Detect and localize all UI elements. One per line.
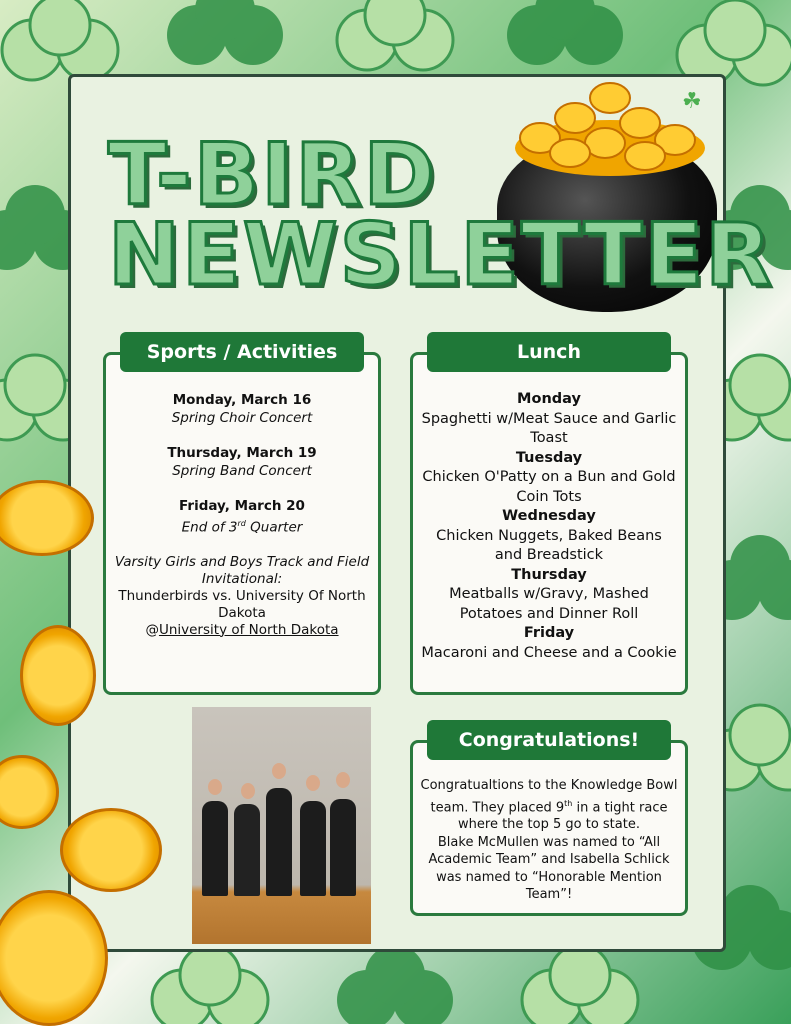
lunch-menu: Chicken Nuggets, Baked Beans and Breadstick xyxy=(436,527,662,563)
sports-header: Sports / Activities xyxy=(120,332,364,372)
event-date: Monday, March 16 xyxy=(172,392,312,408)
event-desc: End of 3rd Quarter xyxy=(181,519,303,536)
lunch-day: Wednesday xyxy=(502,508,596,524)
lunch-box xyxy=(410,352,688,695)
lunch-menu: Spaghetti w/Meat Sauce and Garlic Toast xyxy=(421,410,677,446)
shamrock-icon xyxy=(677,0,791,85)
lunch-day: Monday xyxy=(517,391,581,407)
gold-coins-icon xyxy=(510,78,710,178)
track-matchup: Thunderbirds vs. University Of North Dakota xyxy=(118,587,366,621)
shamrock-icon xyxy=(337,945,453,1024)
location-link[interactable]: University of North Dakota xyxy=(158,621,339,638)
shamrock-icon xyxy=(2,0,118,80)
track-title: Varsity Girls and Boys Track and Field Invitational: xyxy=(114,553,370,587)
event xyxy=(106,391,378,427)
shamrock-icon xyxy=(167,0,283,65)
shamrock-icon: ☘ xyxy=(682,89,702,114)
congrats-box xyxy=(410,740,688,916)
event-date: Friday, March 20 xyxy=(179,498,305,514)
lunch-day: Tuesday xyxy=(515,449,583,466)
sports-box xyxy=(103,352,381,695)
track-location: @University of North Dakota xyxy=(145,621,339,638)
title-line-1: T-BIRD xyxy=(108,125,437,225)
event-desc: Spring Choir Concert xyxy=(171,410,313,426)
shamrock-icon xyxy=(337,0,453,70)
shamrock-icon xyxy=(152,945,268,1024)
congrats-header: Congratulations! xyxy=(427,720,671,760)
event-date: Thursday, March 19 xyxy=(167,445,317,461)
event xyxy=(106,444,378,480)
lunch-day: Thursday xyxy=(511,566,587,583)
lunch-header: Lunch xyxy=(427,332,671,372)
shamrock-icon xyxy=(522,945,638,1024)
gold-coin-icon xyxy=(60,808,162,892)
lunch-menu: Meatballs w/Gravy, Mashed Potatoes and Dinner Roll xyxy=(449,586,649,622)
lunch-menu: Chicken O'Patty on a Bun and Gold Coin Tots xyxy=(422,469,676,505)
shamrock-icon xyxy=(507,0,623,65)
title-line-2: NEWSLETTER xyxy=(108,205,774,305)
lunch-menu: Macaroni and Cheese and a Cookie xyxy=(421,644,677,661)
congrats-awards: Blake McMullen was named to “All Academic Team” and Isabella Schlick was named to “Honorable Mention Team”! xyxy=(428,834,670,903)
lunch-day: Friday xyxy=(523,625,575,641)
gold-coin-icon xyxy=(20,625,96,726)
team-photo xyxy=(192,707,371,944)
congrats-text: Congratualtions to the Knowledge Bowl team. They placed 9th in a tight race where the top 5 go to state. xyxy=(420,778,678,833)
event xyxy=(106,497,378,537)
event-desc: Spring Band Concert xyxy=(172,463,312,479)
